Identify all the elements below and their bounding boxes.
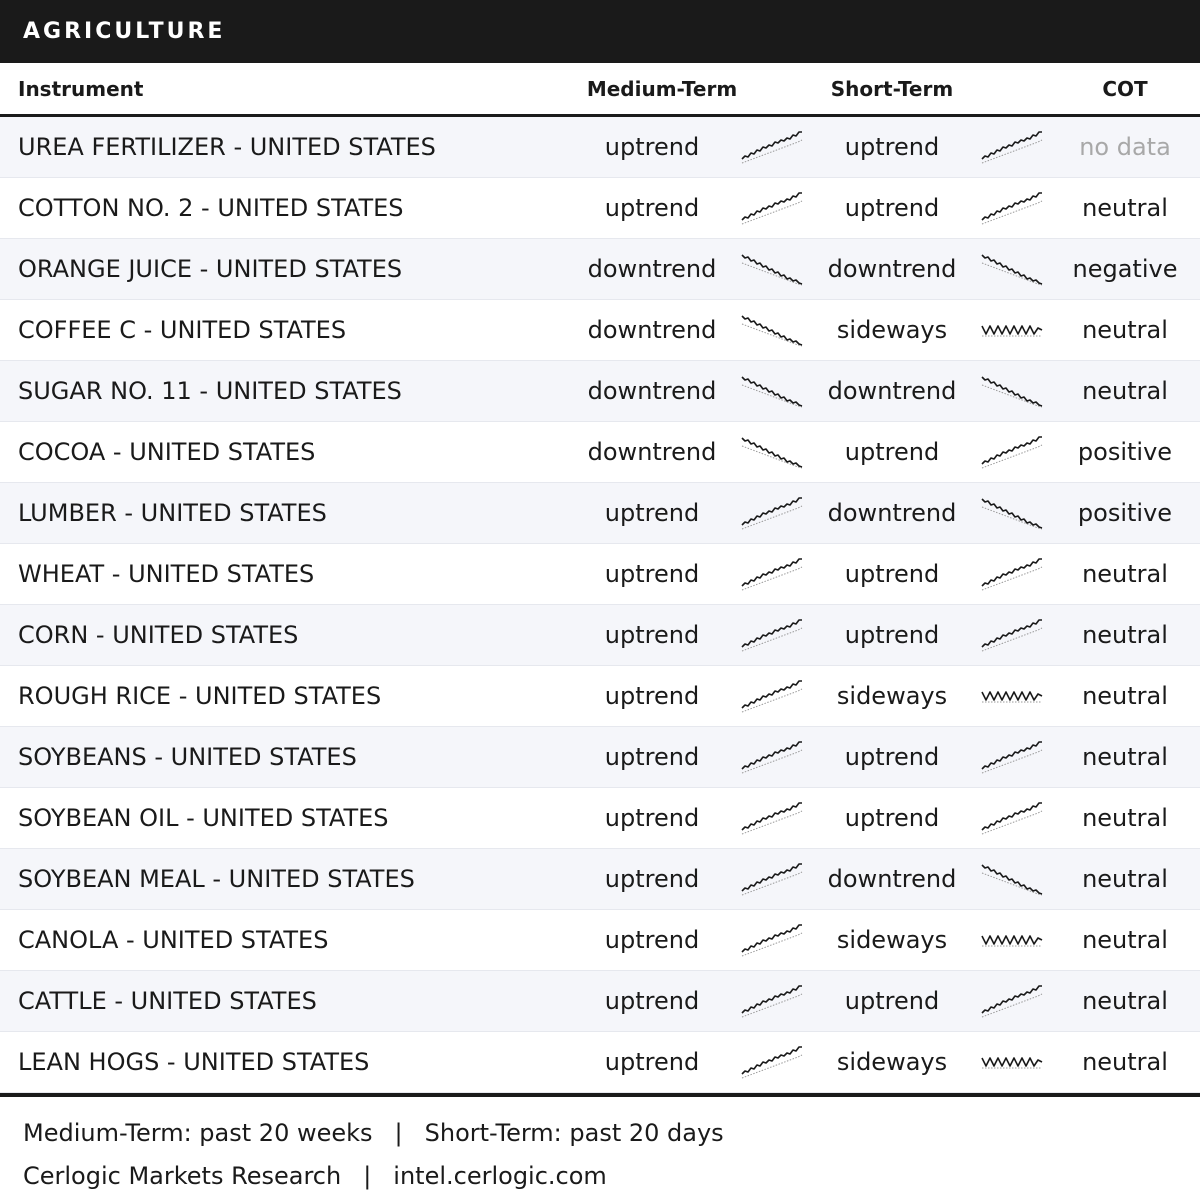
table-row[interactable] — [0, 849, 1200, 910]
sparkline-baseline — [982, 567, 1042, 590]
column-header-short-term: Short-Term — [830, 76, 954, 101]
table-row[interactable] — [0, 1032, 1200, 1093]
instrument-name: SOYBEAN OIL - UNITED STATES — [18, 804, 389, 832]
short-term-trend: uptrend — [844, 194, 940, 222]
sideways-sparkline-icon — [980, 922, 1044, 958]
sparkline-line — [742, 193, 802, 220]
sparkline-baseline — [982, 811, 1042, 834]
cot-signal: neutral — [1082, 987, 1168, 1015]
sideways-sparkline-icon — [980, 312, 1044, 348]
short-term-trend: uptrend — [844, 438, 940, 466]
sparkline-line — [982, 1058, 1042, 1066]
section-banner — [0, 0, 1200, 63]
instrument-name: ORANGE JUICE - UNITED STATES — [18, 255, 403, 283]
sparkline-line — [982, 865, 1042, 894]
instrument-name: LUMBER - UNITED STATES — [18, 499, 327, 527]
sparkline-line — [742, 498, 802, 525]
column-header-cot: COT — [1102, 76, 1148, 101]
medium-term-trend: uptrend — [604, 743, 700, 771]
uptrend-sparkline-icon — [740, 617, 804, 653]
sparkline-line — [982, 803, 1042, 830]
uptrend-sparkline-icon — [980, 556, 1044, 592]
short-term-trend: uptrend — [844, 987, 940, 1015]
medium-term-trend: downtrend — [587, 255, 717, 283]
uptrend-sparkline-icon — [980, 190, 1044, 226]
instrument-name: WHEAT - UNITED STATES — [18, 560, 315, 588]
sparkline-baseline — [982, 628, 1042, 651]
sparkline-line — [742, 255, 802, 284]
table-row[interactable] — [0, 788, 1200, 849]
medium-term-trend: downtrend — [587, 438, 717, 466]
uptrend-sparkline-icon — [980, 617, 1044, 653]
table-row[interactable] — [0, 300, 1200, 361]
instrument-name: COTTON NO. 2 - UNITED STATES — [18, 194, 404, 222]
sparkline-line — [742, 438, 802, 467]
sparkline-line — [742, 803, 802, 830]
uptrend-sparkline-icon — [740, 922, 804, 958]
sparkline-line — [982, 193, 1042, 220]
sparkline-line — [742, 1047, 802, 1074]
sparkline-line — [982, 742, 1042, 769]
short-term-trend: downtrend — [827, 865, 957, 893]
instrument-name: LEAN HOGS - UNITED STATES — [18, 1048, 370, 1076]
medium-term-trend: uptrend — [604, 194, 700, 222]
sparkline-line — [982, 132, 1042, 159]
cot-signal: neutral — [1082, 194, 1168, 222]
medium-term-trend: uptrend — [604, 1048, 700, 1076]
downtrend-sparkline-icon — [980, 861, 1044, 897]
section-title: AGRICULTURE — [23, 19, 226, 44]
sparkline-baseline — [742, 506, 802, 529]
short-term-trend: uptrend — [844, 133, 940, 161]
instrument-name: CORN - UNITED STATES — [18, 621, 299, 649]
table-row[interactable] — [0, 422, 1200, 483]
sparkline-baseline — [742, 567, 802, 590]
sideways-sparkline-icon — [980, 678, 1044, 714]
footer-separator: | — [363, 1162, 372, 1190]
downtrend-sparkline-icon — [740, 312, 804, 348]
uptrend-sparkline-icon — [740, 495, 804, 531]
table-row[interactable] — [0, 483, 1200, 544]
sparkline-baseline — [982, 445, 1042, 468]
downtrend-sparkline-icon — [980, 373, 1044, 409]
sparkline-baseline — [982, 994, 1042, 1017]
medium-term-trend: uptrend — [604, 499, 700, 527]
table-row[interactable] — [0, 666, 1200, 727]
short-term-trend: sideways — [836, 926, 948, 954]
column-header-instrument: Instrument — [18, 76, 144, 101]
downtrend-sparkline-icon — [740, 251, 804, 287]
sparkline-baseline — [742, 811, 802, 834]
table-row[interactable] — [0, 361, 1200, 422]
table-row[interactable] — [0, 239, 1200, 300]
medium-term-trend: uptrend — [604, 682, 700, 710]
uptrend-sparkline-icon — [740, 861, 804, 897]
downtrend-sparkline-icon — [740, 434, 804, 470]
cot-signal: negative — [1072, 255, 1178, 283]
sparkline-line — [742, 620, 802, 647]
sparkline-line — [982, 559, 1042, 586]
table-row[interactable] — [0, 178, 1200, 239]
uptrend-sparkline-icon — [980, 129, 1044, 165]
medium-term-trend: uptrend — [604, 804, 700, 832]
sparkline-line — [982, 620, 1042, 647]
footer-medium-note: Medium-Term: past 20 weeks — [23, 1119, 373, 1147]
uptrend-sparkline-icon — [980, 739, 1044, 775]
sparkline-line — [742, 559, 802, 586]
sparkline-line — [742, 925, 802, 952]
short-term-trend: downtrend — [827, 255, 957, 283]
sparkline-line — [742, 681, 802, 708]
short-term-trend: uptrend — [844, 560, 940, 588]
uptrend-sparkline-icon — [980, 983, 1044, 1019]
table-row[interactable] — [0, 910, 1200, 971]
table-row[interactable] — [0, 605, 1200, 666]
uptrend-sparkline-icon — [740, 190, 804, 226]
cot-signal: positive — [1077, 499, 1173, 527]
sparkline-baseline — [982, 750, 1042, 773]
footer-credit-line — [23, 1155, 1200, 1198]
short-term-trend: downtrend — [827, 377, 957, 405]
instrument-name: ROUGH RICE - UNITED STATES — [18, 682, 382, 710]
column-header-medium-term: Medium-Term — [586, 76, 738, 101]
downtrend-sparkline-icon — [980, 495, 1044, 531]
table-row[interactable] — [0, 971, 1200, 1032]
short-term-trend: sideways — [836, 316, 948, 344]
table-body — [0, 117, 1200, 1097]
uptrend-sparkline-icon — [740, 983, 804, 1019]
uptrend-sparkline-icon — [740, 556, 804, 592]
sparkline-line — [742, 132, 802, 159]
medium-term-trend: uptrend — [604, 987, 700, 1015]
uptrend-sparkline-icon — [740, 739, 804, 775]
medium-term-trend: uptrend — [604, 621, 700, 649]
instrument-name: COCOA - UNITED STATES — [18, 438, 316, 466]
medium-term-trend: downtrend — [587, 316, 717, 344]
sparkline-line — [742, 986, 802, 1013]
sparkline-line — [742, 864, 802, 891]
sparkline-baseline — [982, 140, 1042, 163]
uptrend-sparkline-icon — [980, 434, 1044, 470]
cot-signal: neutral — [1082, 560, 1168, 588]
instrument-name: CANOLA - UNITED STATES — [18, 926, 329, 954]
footer-url[interactable]: intel.cerlogic.com — [393, 1162, 607, 1190]
sparkline-line — [742, 742, 802, 769]
medium-term-trend: uptrend — [604, 133, 700, 161]
table-header — [0, 63, 1200, 117]
short-term-trend: uptrend — [844, 743, 940, 771]
uptrend-sparkline-icon — [740, 678, 804, 714]
cot-signal: no data — [1079, 133, 1171, 161]
medium-term-trend: uptrend — [604, 926, 700, 954]
sparkline-baseline — [742, 201, 802, 224]
cot-signal: neutral — [1082, 1048, 1168, 1076]
sideways-sparkline-icon — [980, 1044, 1044, 1080]
sparkline-baseline — [742, 750, 802, 773]
sparkline-line — [982, 986, 1042, 1013]
sparkline-baseline — [742, 140, 802, 163]
sparkline-line — [982, 936, 1042, 944]
medium-term-trend: uptrend — [604, 865, 700, 893]
sparkline-line — [982, 326, 1042, 334]
cot-signal: neutral — [1082, 926, 1168, 954]
instrument-name: SOYBEANS - UNITED STATES — [18, 743, 357, 771]
sparkline-baseline — [742, 994, 802, 1017]
cot-signal: neutral — [1082, 621, 1168, 649]
instrument-name: CATTLE - UNITED STATES — [18, 987, 317, 1015]
short-term-trend: sideways — [836, 682, 948, 710]
sparkline-baseline — [982, 201, 1042, 224]
cot-signal: positive — [1077, 438, 1173, 466]
medium-term-trend: uptrend — [604, 560, 700, 588]
instrument-name: SOYBEAN MEAL - UNITED STATES — [18, 865, 415, 893]
short-term-trend: uptrend — [844, 621, 940, 649]
sparkline-baseline — [742, 628, 802, 651]
instrument-name: COFFEE C - UNITED STATES — [18, 316, 347, 344]
sparkline-baseline — [742, 1055, 802, 1078]
sparkline-baseline — [742, 689, 802, 712]
sparkline-baseline — [742, 933, 802, 956]
sparkline-line — [982, 437, 1042, 464]
footer — [0, 1097, 1200, 1198]
uptrend-sparkline-icon — [740, 129, 804, 165]
table-row[interactable] — [0, 117, 1200, 178]
table-row[interactable] — [0, 544, 1200, 605]
footer-org: Cerlogic Markets Research — [23, 1162, 342, 1190]
cot-signal: neutral — [1082, 682, 1168, 710]
sparkline-line — [742, 316, 802, 345]
sparkline-line — [982, 255, 1042, 284]
instrument-name: SUGAR NO. 11 - UNITED STATES — [18, 377, 402, 405]
uptrend-sparkline-icon — [740, 1044, 804, 1080]
short-term-trend: sideways — [836, 1048, 948, 1076]
instrument-name: UREA FERTILIZER - UNITED STATES — [18, 133, 436, 161]
cot-signal: neutral — [1082, 377, 1168, 405]
cot-signal: neutral — [1082, 865, 1168, 893]
table-row[interactable] — [0, 727, 1200, 788]
footer-separator: | — [394, 1119, 403, 1147]
sparkline-line — [982, 499, 1042, 528]
medium-term-trend: downtrend — [587, 377, 717, 405]
cot-signal: neutral — [1082, 316, 1168, 344]
short-term-trend: uptrend — [844, 804, 940, 832]
sparkline-line — [982, 377, 1042, 406]
sparkline-baseline — [742, 872, 802, 895]
cot-signal: neutral — [1082, 743, 1168, 771]
downtrend-sparkline-icon — [740, 373, 804, 409]
footer-short-note: Short-Term: past 20 days — [424, 1119, 724, 1147]
sparkline-line — [982, 692, 1042, 700]
short-term-trend: downtrend — [827, 499, 957, 527]
downtrend-sparkline-icon — [980, 251, 1044, 287]
footer-legend-line — [23, 1112, 1200, 1155]
sparkline-line — [742, 377, 802, 406]
uptrend-sparkline-icon — [980, 800, 1044, 836]
uptrend-sparkline-icon — [740, 800, 804, 836]
cot-signal: neutral — [1082, 804, 1168, 832]
